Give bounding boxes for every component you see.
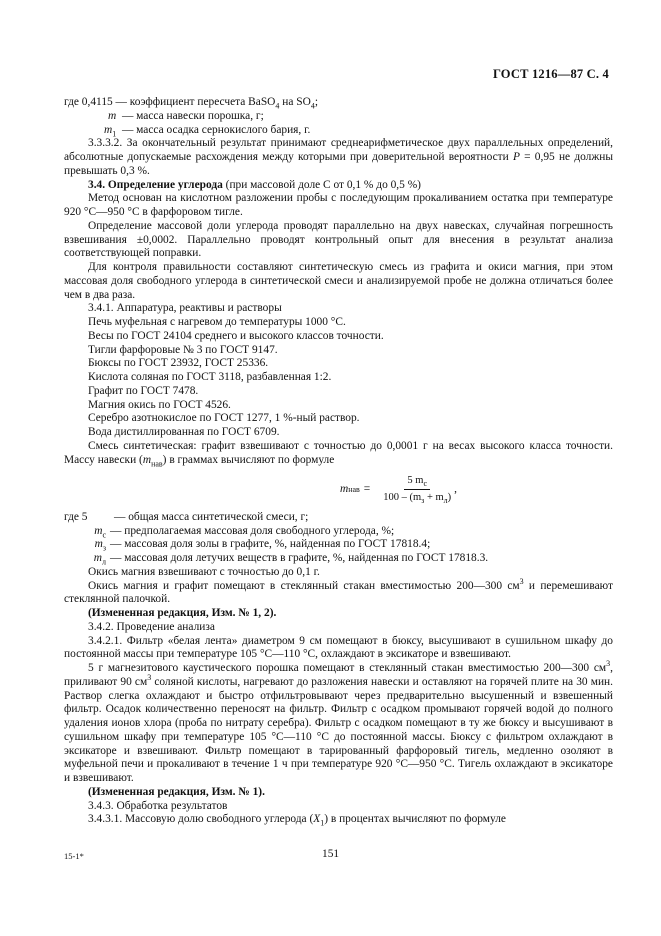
para-3-3-3-2-b: = 0,95 не должны превышать 0,3 %. bbox=[64, 151, 613, 177]
equipment-item: Магния окись по ГОСТ 4526. bbox=[88, 398, 231, 411]
para-method: Метод основан на кислотном разложении пробы с последующим прокаливанием остатка при температуре 920 °С—950 °С в фарфоровом тигле. bbox=[64, 192, 613, 218]
para-3-4-3-1-sub: 1 bbox=[320, 818, 325, 828]
formula-den-sub2: л bbox=[443, 496, 448, 506]
def-m1-text: — масса осадка сернокислого бария, г. bbox=[121, 123, 311, 136]
definition-symbol-text: где 5 bbox=[64, 510, 88, 523]
formula-numerator bbox=[404, 474, 430, 490]
para-3-4-3-1-a: 3.4.3.1. Массовую долю свободного углерода ( bbox=[88, 813, 314, 826]
definitions-list bbox=[64, 511, 613, 566]
para-mix2-a: Окись магния и графит помещают в стеклянный стакан вместимостью 200—300 см bbox=[88, 579, 520, 592]
formula-denominator bbox=[380, 490, 454, 505]
definition-symbol-text: m bbox=[93, 552, 102, 564]
para-control: Для контроля правильности составляют синтетическую смесь из графита и окиси магния, при этом массовая доля свободного углерода в синтетической смеси и анализируемой пробе не должна отличаться более чем в два раза. bbox=[64, 261, 613, 301]
formula-den-sub1: з bbox=[421, 496, 425, 506]
para-mix-sub: нав bbox=[151, 458, 163, 468]
def-m-text: — масса навески порошка, г; bbox=[121, 109, 264, 122]
para-3-4-3-1-b: ) в процентах вычисляют по формуле bbox=[324, 813, 506, 826]
para-3-3-3-2-a: 3.3.3.2. За окончательный результат принимают среднеарифметическое двух параллельных определений, абсолютные допускаемые расхождения между которыми при доверительной вероятности bbox=[64, 137, 613, 163]
para-5g-b: , приливают 90 см bbox=[64, 662, 613, 688]
para-mix2 bbox=[64, 576, 613, 608]
para-3-4-2-1: 3.4.2.1. Фильтр «белая лента» диаметром 9 см помещают в бюксу, высушивают в сушильном шкафу до постоянной массы при температуре 105 °С—110 °С, охлаждают в эксикаторе и взвешивают. bbox=[64, 634, 613, 661]
para-3-3-3-2-p: P bbox=[512, 151, 520, 163]
where-mid: на SO bbox=[279, 96, 311, 108]
para-parallel: Определение массовой доли углерода проводят параллельно на двух навесках, случайная погрешность взвешивания ±0,0002. Параллельно проводят контрольный опыт для внесения в результат анализа соответствующей поправки. bbox=[64, 219, 613, 260]
equipment-item: Серебро азотнокислое по ГОСТ 1277, 1 %-ный раствор. bbox=[88, 412, 360, 425]
definition-symbol-text: m bbox=[94, 524, 103, 537]
where-sub: 4 bbox=[275, 101, 280, 111]
definition-symbol bbox=[64, 511, 114, 525]
definition-symbol-text: m bbox=[94, 538, 103, 551]
para-5g bbox=[64, 659, 613, 786]
definition-text: — массовая доля летучих веществ в графите, %, найденная по ГОСТ 17818.3. bbox=[110, 552, 489, 564]
heading-3-4 bbox=[64, 179, 613, 193]
where-prefix: где 0,4115 — коэффициент пересчета BaSO bbox=[64, 96, 276, 108]
para-mix-m: m bbox=[142, 453, 152, 466]
para-3-3-3-2 bbox=[64, 137, 613, 178]
formula-den-b: + m bbox=[424, 492, 444, 503]
para-5g-sup1: 3 bbox=[606, 659, 611, 669]
para-mix bbox=[64, 440, 613, 468]
equipment-item: Бюксы по ГОСТ 23932, ГОСТ 25336. bbox=[88, 357, 269, 370]
where-line bbox=[64, 96, 613, 110]
para-mix-a: Смесь синтетическая: графит взвешивают с точностью до 0,0001 г на весах высокого класса точности. Массу навески ( bbox=[64, 439, 613, 466]
para-3-4-3-1-x: X bbox=[313, 813, 321, 826]
para-5g-a: 5 г магнезитового каустического порошка помещают в стеклянный стакан вместимостью 200—300 см bbox=[88, 662, 607, 674]
revision-note-2: (Измененная редакция, Изм. № 1). bbox=[88, 785, 265, 798]
formula-den-a: 100 – (m bbox=[383, 492, 422, 503]
para-mix-b: ) в граммах вычисляют по формуле bbox=[162, 453, 335, 466]
where-end: ; bbox=[314, 96, 318, 108]
para-5g-c: соляной кислоты, нагревают до разложения навески и оставляют на горячей плите на 30 мин. Раствор слегка охлаждают и быстро отфильтровывают через предварительно высушенный и взвешенный фильтр. Осадок количественно переносят на фильтр. Фильтр с осадком промывают горячей водой до полного удаления ионов хлора (проба по нитрату серебра). Фильтр с осадком помещают в ту же бюксу и высушивают в сушильном шкафу при температуре 105 °С—110 °С до постоянной массы. Бюксу с фильтром охлаждают в эксикаторе и взвешивают. Фильтр помещают в тарированный фарфоровый тигель, медленно озоляют в муфельной печи и прокаливают в течение 1 ч при температуре 920 °С—950 °С. Тигель охлаждают в эксикаторе и взвешивают. bbox=[64, 675, 613, 784]
definition-symbol bbox=[64, 538, 110, 552]
equipment-item: Весы по ГОСТ 24104 среднего и высокого классов точности. bbox=[88, 329, 384, 342]
para-3-4-2: 3.4.2. Проведение анализа bbox=[88, 620, 215, 633]
formula-fraction bbox=[380, 474, 454, 505]
definition-text: — предполагаемая массовая доля свободного углерода, %; bbox=[110, 524, 395, 537]
def-m bbox=[64, 110, 613, 124]
para-mgo: Окись магния взвешивают с точностью до 0,1 г. bbox=[88, 565, 320, 578]
page-number: 151 bbox=[322, 848, 340, 860]
equipment-item: Тигли фарфоровые № 3 по ГОСТ 9147. bbox=[88, 343, 278, 356]
equipment-item: Вода дистиллированная по ГОСТ 6709. bbox=[88, 426, 280, 438]
heading-3-4-rest: (при массовой доле С от 0,1 % до 0,5 %) bbox=[222, 178, 421, 191]
definition-text: — общая масса синтетической смеси, г; bbox=[114, 510, 309, 523]
definition-symbol-sub: з bbox=[102, 543, 106, 553]
formula-mass: m нав = $\frac{5 m_c}{100 - (m_з + m_л)}$ , bbox=[339, 475, 458, 506]
formula-tail: , bbox=[454, 482, 458, 495]
formula-den-c: ) bbox=[447, 492, 452, 503]
para-5g-sup2: 3 bbox=[147, 672, 152, 682]
formula-eq: = bbox=[363, 482, 371, 495]
def-m-symbol: m bbox=[108, 109, 117, 122]
para-3-4-3-1 bbox=[64, 813, 613, 827]
definition-row bbox=[64, 538, 613, 552]
def-m1 bbox=[64, 124, 613, 138]
equipment-item: Кислота соляная по ГОСТ 3118, разбавленная 1:2. bbox=[88, 371, 332, 383]
definition-symbol bbox=[64, 525, 110, 539]
definition-row bbox=[64, 511, 613, 525]
revision-note: (Измененная редакция, Изм. № 1, 2). bbox=[88, 607, 277, 619]
para-3-4-3: 3.4.3. Обработка результатов bbox=[88, 799, 228, 812]
para-3-4-1: 3.4.1. Аппаратура, реактивы и растворы bbox=[88, 302, 282, 315]
formula-lhs: m bbox=[339, 482, 349, 495]
definition-symbol-sub: с bbox=[102, 529, 106, 539]
definition-row bbox=[64, 525, 613, 539]
definition-text: — массовая доля золы в графите, %, найденная по ГОСТ 17818.4; bbox=[110, 538, 431, 551]
footer-signature: 15-1* bbox=[64, 851, 84, 861]
definition-symbol-sub: л bbox=[102, 557, 106, 567]
definition-row bbox=[64, 552, 613, 566]
formula-num-text: 5 m bbox=[407, 475, 424, 487]
equipment-item: Печь муфельная с нагревом до температуры 1000 °С. bbox=[88, 316, 346, 328]
formula-num-sub: c bbox=[423, 479, 427, 489]
def-m1-sub: 1 bbox=[112, 128, 117, 138]
para-mix2-b: и перемешивают стеклянной палочкой. bbox=[64, 579, 613, 606]
where-sub-2: 4 bbox=[310, 101, 315, 111]
equipment-item: Графит по ГОСТ 7478. bbox=[88, 384, 199, 397]
document-body bbox=[64, 96, 613, 827]
heading-3-4-bold: 3.4. Определение углерода bbox=[88, 178, 223, 191]
def-m1-symbol: m bbox=[104, 123, 113, 136]
para-mix2-sup: 3 bbox=[519, 576, 524, 586]
page-header: ГОСТ 1216—87 С. 4 bbox=[492, 67, 609, 81]
definition-symbol bbox=[64, 552, 110, 566]
